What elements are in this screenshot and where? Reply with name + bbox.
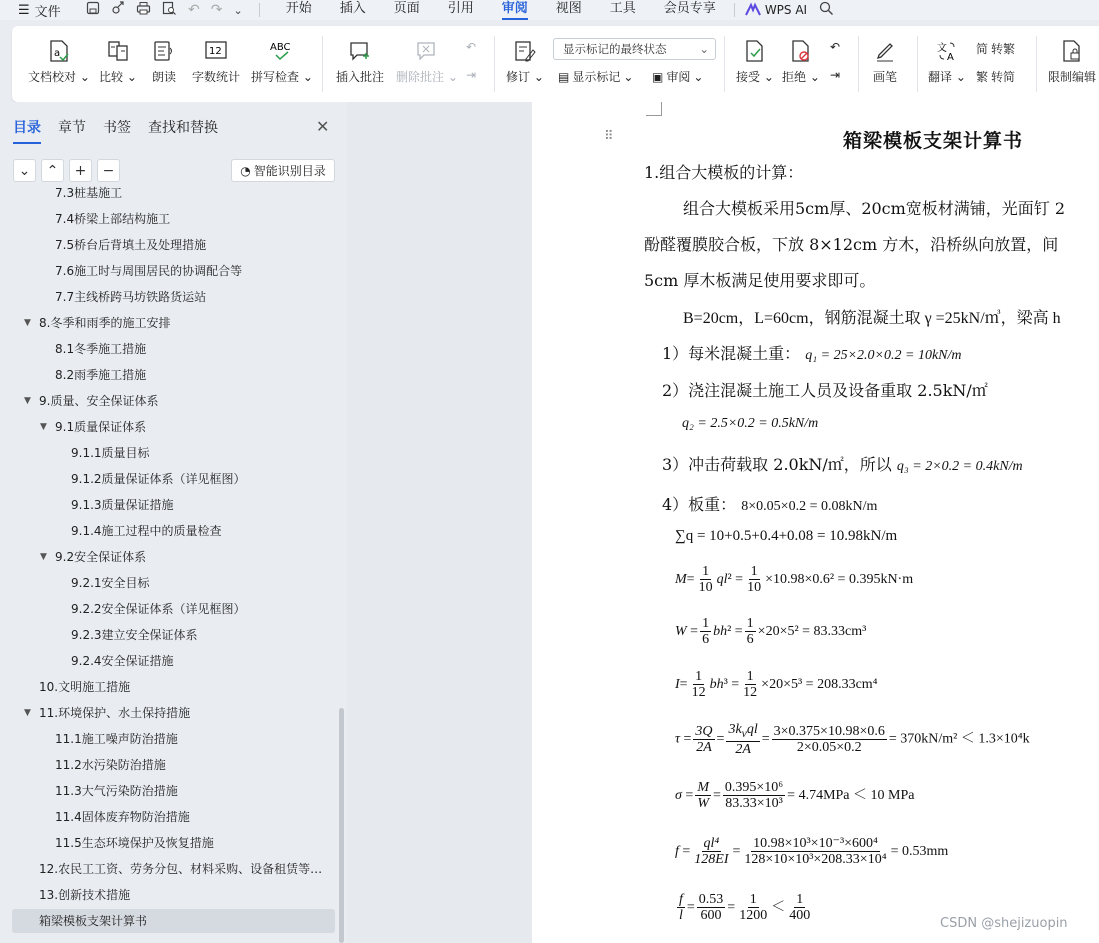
expand-arrow-icon[interactable]: ▼ bbox=[24, 318, 31, 328]
fraction-numerator: 1 bbox=[695, 669, 703, 684]
spell-check-icon bbox=[269, 38, 295, 64]
fraction-numerator: $3k_vql$ bbox=[728, 722, 758, 740]
redo-icon[interactable]: ↷ bbox=[210, 2, 223, 18]
fraction-numerator: 10.98×10³×10⁻³×600⁴ bbox=[753, 836, 878, 851]
load-item: 2）浇注混凝土施工人员及设备重取 2.5kN/㎡ bbox=[662, 381, 988, 400]
toc-item-label: 9.2安全保证体系 bbox=[55, 550, 147, 564]
toc-item[interactable] bbox=[12, 441, 335, 465]
review-pane-button[interactable]: ▣ 审阅 ⌄ bbox=[652, 69, 704, 84]
print-icon[interactable] bbox=[136, 1, 151, 19]
svg-text:ABC: ABC bbox=[269, 42, 291, 53]
toc-item-label: 11.环境保护、水土保持措施 bbox=[39, 706, 191, 720]
toc-item-label: 箱梁模板支架计算书 bbox=[39, 914, 148, 928]
toc-item[interactable] bbox=[12, 493, 335, 517]
translate-button[interactable]: 文 A 翻译 ⌄ bbox=[928, 26, 966, 85]
delete-comment-button[interactable]: 删除批注 ⌄ bbox=[396, 26, 458, 85]
pen-button[interactable] bbox=[872, 26, 898, 85]
formula-symbol: f bbox=[675, 844, 679, 860]
moment-formula: M= $\frac{1}{10}$ ql² = $\frac{1}{10}$ ×10.98×0.6² = 0.395kN·m bbox=[675, 564, 914, 596]
formula-term: bh bbox=[709, 677, 724, 693]
toc-item[interactable] bbox=[12, 909, 335, 933]
chevron-down-icon: ⌄ bbox=[699, 42, 709, 56]
restrict-edit-button[interactable] bbox=[1048, 26, 1096, 85]
ribbon-separator bbox=[724, 36, 725, 92]
toc-item-label: 9.2.1安全目标 bbox=[71, 576, 150, 590]
toc-item[interactable] bbox=[12, 415, 335, 439]
toc-item-label: 9.1.3质量保证措施 bbox=[71, 498, 174, 512]
svg-text:12: 12 bbox=[209, 46, 222, 57]
formula-result: ×20×5² = 83.33cm³ bbox=[757, 624, 867, 640]
chevron-down-icon: ⌄ bbox=[18, 162, 31, 179]
formula-symbol: τ bbox=[675, 731, 681, 747]
delete-comment-icon bbox=[414, 38, 440, 64]
tab-tools[interactable]: 工具 bbox=[609, 1, 636, 16]
remove-heading-button[interactable] bbox=[97, 159, 120, 182]
markup-mode-select[interactable] bbox=[553, 38, 716, 60]
load-item bbox=[662, 341, 962, 364]
toc-item-label: 9.1.1质量目标 bbox=[71, 446, 150, 460]
toc-item[interactable] bbox=[12, 701, 335, 725]
reject-label: 拒绝 bbox=[782, 70, 807, 84]
fraction-numerator: 1 bbox=[750, 564, 758, 579]
toc-scrollbar[interactable] bbox=[339, 708, 344, 943]
ribbon-separator bbox=[494, 36, 495, 92]
fraction bbox=[787, 892, 812, 924]
load-item-label: 4）板重： bbox=[662, 495, 737, 514]
accept-icon bbox=[742, 38, 768, 64]
review-pane-icon: ▣ bbox=[652, 69, 664, 84]
paragraph-line: 组合大模板采用5cm厚、20cm宽板材满铺，光面钉 2 bbox=[683, 199, 1066, 218]
toc-item-label: 11.2水污染防治措施 bbox=[55, 758, 166, 772]
formula-result: = 208.33cm⁴ bbox=[805, 677, 878, 693]
fraction-denominator: 6 bbox=[746, 632, 754, 648]
toc-item[interactable] bbox=[12, 675, 335, 699]
expand-arrow-icon[interactable]: ▼ bbox=[24, 396, 31, 406]
document-title: 箱梁模板支架计算书 bbox=[843, 130, 1024, 152]
show-markup-button[interactable]: ▤ 显示标记 ⌄ bbox=[558, 69, 634, 84]
review-ribbon bbox=[12, 26, 1099, 102]
load-item-label: 1）每米混凝土重： bbox=[662, 344, 801, 363]
tab-bookmarks[interactable]: 书签 bbox=[103, 120, 131, 136]
prev-change-icon[interactable]: ↶ bbox=[830, 40, 841, 54]
watermark: CSDN @shejizuopin bbox=[940, 916, 1068, 931]
delete-comment-label: 删除批注 bbox=[396, 70, 445, 84]
insert-comment-button[interactable] bbox=[336, 26, 384, 85]
expand-arrow-icon[interactable]: ▼ bbox=[40, 422, 47, 432]
toc-item[interactable] bbox=[12, 545, 335, 569]
fraction bbox=[737, 892, 769, 924]
toc-item[interactable] bbox=[12, 649, 335, 673]
fraction bbox=[745, 616, 756, 648]
reject-icon bbox=[788, 38, 814, 64]
toc-item-label: 9.2.4安全保证措施 bbox=[71, 654, 174, 668]
fraction bbox=[772, 724, 887, 756]
smart-toc-button[interactable] bbox=[231, 159, 335, 182]
fraction bbox=[741, 669, 759, 701]
fraction bbox=[697, 564, 715, 596]
save-icon[interactable] bbox=[86, 1, 100, 19]
toc-item[interactable] bbox=[12, 311, 335, 335]
restrict-edit-label: 限制编辑 bbox=[1048, 70, 1097, 84]
deflection-ratio-formula: $\frac{f}{l}$ = $\frac{0.53}{600}$ = $\frac{1}{1200}$ ＜ $\frac{1}{400}$ bbox=[679, 892, 811, 924]
toc-item-label: 7.6施工时与周围居民的协调配合等 bbox=[55, 264, 243, 278]
toc-item-label: 7.4桥梁上部结构施工 bbox=[55, 212, 171, 226]
fraction-denominator: 12 bbox=[743, 685, 758, 701]
bending-stress-formula: σ = $\frac{M}{W}$ = $\frac{\text{0.395×10⁶}}{\text{83.33×10³}}$ = 4.74MPa ＜ 10 MPa bbox=[675, 780, 915, 812]
drag-handle-icon[interactable]: ⠿ bbox=[604, 129, 614, 144]
toc-item[interactable] bbox=[12, 623, 335, 647]
formula-result: = 0.53mm bbox=[890, 844, 949, 860]
doc-check-label: 文档校对 bbox=[28, 70, 77, 84]
toc-item-label: 7.7主线桥跨马坊铁路货运站 bbox=[55, 290, 207, 304]
fraction-denominator: 128×10×10³×208.33×10⁴ bbox=[744, 852, 887, 868]
toc-item[interactable] bbox=[12, 259, 335, 283]
toc-item[interactable] bbox=[12, 805, 335, 829]
doc-check-button[interactable]: a 文档校对 ⌄ bbox=[28, 26, 90, 85]
fraction-numerator: 3Q bbox=[695, 723, 713, 739]
fraction-numerator: 3×0.375×10.98×0.6 bbox=[773, 723, 885, 739]
toc-item-label: 9.2.2安全保证体系（详见框图） bbox=[71, 602, 246, 616]
fraction bbox=[723, 780, 785, 812]
fraction bbox=[677, 892, 685, 924]
smart-toc-label: 智能识别目录 bbox=[253, 164, 326, 178]
fraction-denominator: 128EI bbox=[694, 852, 729, 868]
track-changes-label: 修订 bbox=[506, 70, 531, 84]
fraction-denominator: W bbox=[697, 796, 709, 812]
file-menu[interactable] bbox=[0, 1, 74, 20]
search-icon[interactable] bbox=[819, 1, 834, 20]
tab-member[interactable]: 会员专享 bbox=[663, 1, 716, 16]
toc-item[interactable] bbox=[12, 207, 335, 231]
toc-item[interactable] bbox=[12, 233, 335, 257]
tab-page[interactable]: 页面 bbox=[393, 1, 420, 16]
formula: 8×0.05×0.2 = 0.08kN/m bbox=[741, 499, 878, 514]
fraction bbox=[742, 836, 888, 868]
fraction-numerator: M bbox=[697, 780, 709, 795]
print-preview-icon[interactable] bbox=[162, 1, 177, 19]
fraction-numerator: 1 bbox=[796, 892, 804, 907]
minus-icon: − bbox=[102, 162, 115, 179]
accept-label: 接受 bbox=[736, 70, 761, 84]
read-aloud-label: 朗读 bbox=[151, 70, 176, 84]
toc-item[interactable] bbox=[12, 519, 335, 543]
tab-find-replace[interactable]: 查找和替换 bbox=[148, 120, 218, 136]
to-traditional-label: 转繁 bbox=[991, 42, 1016, 56]
toc-item-label: 9.1.2质量保证体系（详见框图） bbox=[71, 472, 246, 486]
hamburger-icon: ☰ bbox=[18, 2, 30, 18]
fraction bbox=[695, 780, 711, 812]
compare-button[interactable]: 比较 ⌄ bbox=[99, 26, 137, 85]
formula-symbol: I bbox=[675, 677, 680, 693]
toc-item[interactable] bbox=[12, 467, 335, 491]
close-icon[interactable]: ✕ bbox=[316, 117, 330, 136]
collapse-all-button[interactable] bbox=[13, 159, 36, 182]
toc-item-label: 11.5生态环境保护及恢复措施 bbox=[55, 836, 214, 850]
word-count-button[interactable] bbox=[192, 26, 240, 85]
accept-button[interactable]: 接受 ⌄ bbox=[736, 26, 774, 85]
toc-item-label: 11.3大气污染防治措施 bbox=[55, 784, 178, 798]
toc-item[interactable] bbox=[12, 363, 335, 387]
to-simplified-button[interactable] bbox=[976, 68, 1015, 85]
lock-document-icon bbox=[1059, 38, 1085, 64]
fraction-denominator: 2×0.05×0.2 bbox=[796, 740, 862, 755]
toc-item[interactable] bbox=[12, 181, 335, 205]
ribbon-separator bbox=[322, 36, 323, 92]
formula-result: = 370kN/m² ＜ 1.3×10⁴k bbox=[888, 731, 1030, 747]
section-modulus-formula: W = $\frac{1}{6}$ bh² = $\frac{1}{6}$ ×20×5² = 83.33cm³ bbox=[675, 616, 867, 648]
toc-item[interactable] bbox=[12, 285, 335, 309]
shear-stress-formula: τ = $\frac{3Q}{2A}$ = $\frac{3k_vql}{2A}$ = $\frac{3\times 0.375\times 10.98\times 0.6}{2\times 0.05\times 0.2}$ = 370kN/m² ＜ 1.3×10⁴k bbox=[675, 722, 1030, 757]
formula-symbol: M bbox=[675, 572, 687, 588]
toc-item[interactable] bbox=[12, 571, 335, 595]
formula: q₁ = 25×2.0×0.2 = 10kN/m bbox=[805, 348, 962, 363]
expand-arrow-icon[interactable]: ▼ bbox=[24, 708, 31, 718]
toc-item-label: 9.质量、安全保证体系 bbox=[39, 394, 159, 408]
fraction-denominator: 2A bbox=[696, 740, 712, 755]
chevron-up-icon: ⌃ bbox=[46, 162, 59, 179]
formula: q₃ = 2×0.2 = 0.4kN/m bbox=[896, 459, 1023, 474]
document-page[interactable] bbox=[532, 102, 1099, 943]
spell-check-button[interactable]: ABC 拼写检查 ⌄ bbox=[251, 26, 313, 85]
wps-ai-label: WPS AI bbox=[764, 3, 808, 17]
fraction-denominator: 12 bbox=[691, 685, 706, 701]
translate-label: 翻译 bbox=[928, 70, 953, 84]
word-count-label: 字数统计 bbox=[192, 70, 241, 84]
load-item bbox=[662, 492, 877, 515]
fraction bbox=[745, 564, 763, 596]
quick-access-toolbar bbox=[74, 1, 243, 19]
formula-result: ×10.98×0.6² = 0.395kN·m bbox=[765, 572, 914, 588]
plus-icon: + bbox=[74, 162, 87, 179]
menu-separator bbox=[259, 3, 260, 17]
fraction-denominator: 10 bbox=[747, 580, 762, 596]
show-markup-label: 显示标记 bbox=[572, 70, 621, 84]
fraction-denominator: 83.33×10³ bbox=[725, 796, 783, 812]
toc-item-label: 12.农民工工资、劳务分包、材料采购、设备租赁等… bbox=[39, 862, 323, 876]
next-change-icon[interactable]: ⇥ bbox=[830, 68, 841, 82]
formula-term: ql bbox=[716, 572, 728, 588]
tab-review[interactable]: 审阅 bbox=[488, 0, 542, 20]
formula: q₂ = 2.5×0.2 = 0.5kN/m bbox=[682, 416, 819, 431]
track-changes-icon bbox=[512, 38, 538, 64]
fraction bbox=[692, 836, 730, 868]
load-item bbox=[662, 452, 1023, 475]
fraction bbox=[697, 892, 726, 924]
word-count-icon bbox=[203, 38, 229, 64]
sum-formula: ∑q = 10+0.5+0.4+0.08 = 10.98kN/m bbox=[675, 528, 898, 544]
toc-item[interactable] bbox=[12, 597, 335, 621]
compare-label: 比较 bbox=[99, 70, 124, 84]
export-icon[interactable] bbox=[111, 1, 125, 19]
fraction-denominator: 10 bbox=[698, 580, 713, 596]
page-corner-mark bbox=[646, 102, 662, 116]
paragraph-line: 5cm 厚木板满足使用要求即可。 bbox=[644, 271, 876, 290]
nav-tabs bbox=[13, 117, 218, 137]
svg-text:A: A bbox=[946, 52, 954, 63]
ribbon-separator bbox=[917, 36, 918, 92]
expand-up-button[interactable] bbox=[41, 159, 64, 182]
toc-item[interactable] bbox=[12, 753, 335, 777]
tab-home[interactable]: 开始 bbox=[285, 1, 312, 16]
file-menu-label: 文件 bbox=[34, 4, 61, 20]
pen-icon bbox=[872, 38, 898, 64]
toc-item-label: 13.创新技术措施 bbox=[39, 888, 131, 902]
fraction-numerator: 1 bbox=[746, 669, 754, 684]
fraction-numerator: 0.53 bbox=[698, 892, 724, 907]
svg-text:a: a bbox=[53, 48, 61, 59]
insert-comment-label: 插入批注 bbox=[336, 70, 385, 84]
toc-item-label: 7.3桩基施工 bbox=[55, 186, 123, 200]
traditional-icon: 简 bbox=[976, 42, 989, 56]
fraction-numerator: 1 bbox=[746, 616, 754, 631]
paragraph-line: 酚醛覆膜胶合板，下放 8×12cm 方木，沿桥纵向放置，间 bbox=[644, 235, 1059, 254]
read-aloud-button[interactable] bbox=[151, 26, 177, 85]
pen-label: 画笔 bbox=[872, 70, 897, 84]
load-item-label: 3）冲击荷载取 2.0kN/㎡，所以 bbox=[662, 455, 892, 474]
deflection-formula: f = $\frac{\text{ql⁴}}{128EI}$ = $\frac{\text{10.98×10³×10⁻³×600⁴}}{\text{128×10×10³×208.33×10⁴}}$ = 0.53mm bbox=[675, 836, 949, 868]
fraction-denominator: 600 bbox=[700, 908, 722, 924]
expand-arrow-icon[interactable]: ▼ bbox=[40, 552, 47, 562]
toc-item[interactable] bbox=[12, 727, 335, 751]
formula-symbol: σ bbox=[675, 788, 682, 804]
markup-mode-value: 显示标记的最终状态 bbox=[563, 42, 667, 56]
fraction-numerator: 1 bbox=[749, 892, 757, 907]
toc-item-label: 7.5桥台后背填土及处理措施 bbox=[55, 238, 207, 252]
insert-comment-icon bbox=[347, 38, 373, 64]
to-simplified-label: 转简 bbox=[991, 70, 1016, 84]
show-markup-icon: ▤ bbox=[558, 69, 570, 84]
toc-item[interactable] bbox=[12, 337, 335, 361]
toc-item-label: 9.1质量保证体系 bbox=[55, 420, 147, 434]
formula-symbol: W bbox=[675, 624, 687, 640]
formula-term: bh bbox=[713, 624, 728, 640]
toc-list bbox=[0, 186, 340, 943]
tab-view[interactable]: 视图 bbox=[555, 1, 582, 16]
fraction-denominator: 1200 bbox=[739, 908, 768, 924]
formula-result: = 4.74MPa ＜ 10 MPa bbox=[787, 788, 915, 804]
translate-icon bbox=[934, 38, 960, 64]
toc-item-label: 11.4固体废弃物防治措施 bbox=[55, 810, 190, 824]
undo-icon[interactable]: ↶ bbox=[188, 2, 200, 18]
toc-item-label: 8.冬季和雨季的施工安排 bbox=[39, 316, 171, 330]
toc-item-label: 11.1施工噪声防治措施 bbox=[55, 732, 178, 746]
ribbon-separator bbox=[858, 36, 859, 92]
prev-comment-icon[interactable]: ↶ bbox=[466, 40, 477, 54]
menu-bar bbox=[0, 0, 1099, 20]
fraction-numerator: 1 bbox=[702, 564, 710, 579]
fraction-numerator: 1 bbox=[702, 616, 710, 631]
fraction-denominator: 2A bbox=[735, 741, 751, 757]
reject-button[interactable]: 拒绝 ⌄ bbox=[782, 26, 820, 85]
compare-icon bbox=[105, 38, 131, 64]
read-aloud-icon bbox=[151, 38, 177, 64]
tab-chapters[interactable]: 章节 bbox=[58, 120, 86, 136]
spell-check-label: 拼写检查 bbox=[251, 70, 300, 84]
parameters-line: B=20cm，L=60cm，钢筋混凝土取 γ =25kN/㎥，梁高 h bbox=[683, 310, 1061, 327]
fraction bbox=[690, 669, 708, 701]
fraction-denominator: 6 bbox=[702, 632, 710, 648]
smart-toc-icon: ◔ bbox=[240, 163, 251, 178]
chevron-down-icon[interactable]: ⌄ bbox=[233, 3, 243, 17]
toc-item[interactable] bbox=[12, 857, 335, 881]
fraction bbox=[726, 722, 759, 757]
toc-item-label: 10.文明施工措施 bbox=[39, 680, 131, 694]
fraction bbox=[693, 724, 714, 756]
fraction-denominator: l bbox=[679, 908, 683, 924]
next-comment-icon[interactable]: ⇥ bbox=[466, 68, 477, 82]
tab-references[interactable]: 引用 bbox=[447, 1, 474, 16]
fraction bbox=[700, 616, 711, 648]
fraction-numerator: 0.395×10⁶ bbox=[724, 780, 784, 795]
fraction-denominator: 400 bbox=[789, 908, 811, 924]
toc-item[interactable] bbox=[12, 883, 335, 907]
inertia-formula: I= $\frac{1}{12}$ bh³ = $\frac{1}{12}$ ×20×5³ = 208.33cm⁴ bbox=[675, 669, 878, 701]
tab-toc[interactable]: 目录 bbox=[13, 117, 41, 137]
toc-item-label: 8.1冬季施工措施 bbox=[55, 342, 147, 356]
toc-item-label: 9.2.3建立安全保证体系 bbox=[71, 628, 198, 642]
navigation-pane bbox=[0, 102, 347, 943]
fraction-numerator: f bbox=[679, 892, 683, 907]
doc-check-icon bbox=[46, 38, 72, 64]
toc-item-label: 9.1.4施工过程中的质量检查 bbox=[71, 524, 222, 538]
toc-item[interactable] bbox=[12, 831, 335, 855]
track-changes-button[interactable]: 修订 ⌄ bbox=[506, 26, 544, 85]
add-heading-button[interactable] bbox=[69, 159, 92, 182]
review-pane-label: 审阅 bbox=[666, 70, 691, 84]
wps-ai-icon bbox=[745, 4, 761, 16]
toc-item[interactable] bbox=[12, 389, 335, 413]
toc-item[interactable] bbox=[12, 779, 335, 803]
wps-ai-button[interactable] bbox=[735, 3, 807, 17]
toc-item-label: 8.2雨季施工措施 bbox=[55, 368, 147, 382]
tab-insert[interactable]: 插入 bbox=[339, 1, 366, 16]
svg-text:文: 文 bbox=[936, 43, 947, 54]
simplified-icon: 繁 bbox=[976, 70, 989, 84]
section-heading: 1.组合大模板的计算： bbox=[644, 163, 804, 182]
to-traditional-button[interactable] bbox=[976, 40, 1015, 57]
fraction-numerator: ql⁴ bbox=[703, 836, 720, 851]
ribbon-separator bbox=[1036, 36, 1037, 92]
